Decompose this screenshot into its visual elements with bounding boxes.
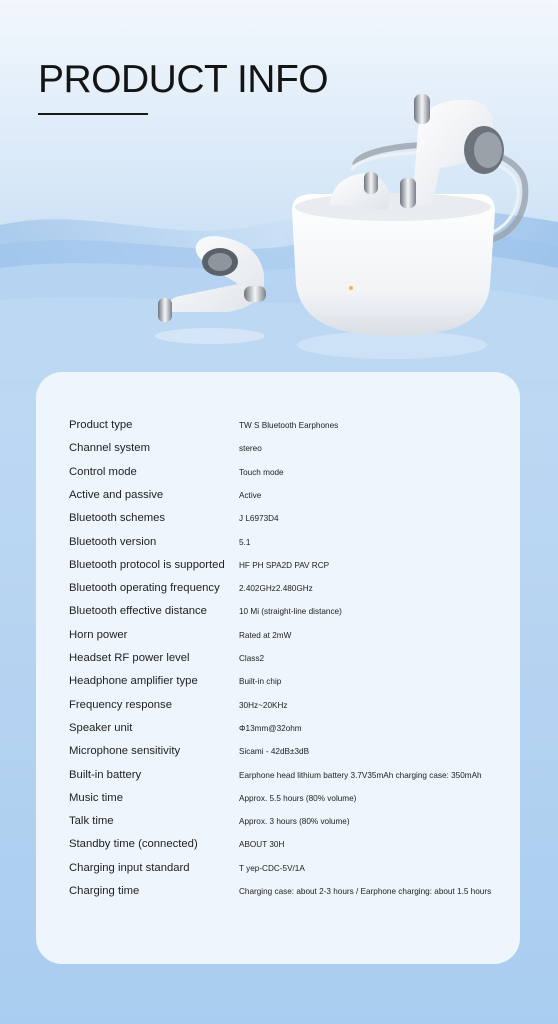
spec-row [36,670,520,693]
spec-label: Headset RF power level [69,652,190,664]
spec-row [36,414,520,437]
hero-banner [0,0,558,380]
spec-value: Active [239,490,262,500]
spec-value: 5.1 [239,537,251,547]
spec-label: Music time [69,791,123,804]
spec-value: 30Hz~20KHz [239,700,288,710]
spec-value: 10 Mi (straight-line distance) [239,607,342,617]
spec-label: Frequency response [69,698,172,711]
spec-row [36,857,520,880]
spec-label: Bluetooth version [69,535,157,548]
spec-label: Product type [69,419,133,431]
spec-value: ABOUT 30H [239,840,285,850]
spec-row [36,577,520,600]
spec-label: Bluetooth effective distance [69,605,207,618]
spec-label: Bluetooth protocol is supported [69,558,225,571]
spec-value: Touch mode [239,467,284,477]
spec-value: Earphone head lithium battery 3.7V35mAh charging case: 350mAh [239,770,482,780]
spec-label: Bluetooth operating frequency [69,582,220,595]
spec-value: Built-in chip [239,677,282,687]
spec-value: Class2 [239,654,265,663]
spec-row [36,833,520,856]
spec-value: J L6973D4 [239,514,279,524]
spec-label: Charging time [69,885,140,897]
spec-value: T yep-CDC-5V/1A [239,863,305,873]
spec-value: Rated at 2mW [239,630,292,640]
spec-row [36,554,520,577]
spec-row [36,880,520,903]
spec-label: Talk time [69,815,114,828]
spec-row [36,810,520,833]
spec-value: Charging case: about 2-3 hours / Earphone charging: about 1.5 hours [239,887,492,896]
spec-label: Charging input standard [69,861,190,874]
spec-row [36,740,520,763]
spec-row [36,624,520,647]
spec-label: Bluetooth schemes [69,512,166,525]
spec-value: stereo [239,444,262,454]
spec-row [36,764,520,787]
spec-row [36,600,520,623]
spec-row [36,647,520,670]
spec-label: Speaker unit [69,721,133,734]
page-title: PRODUCT INFO [38,58,329,101]
spec-label: Headphone amplifier type [69,675,198,688]
spec-value: Φ13mm@32ohm [239,723,302,733]
spec-label: Built-in battery [69,768,142,781]
product-photo [0,0,558,380]
spec-row [36,461,520,484]
spec-row [36,531,520,554]
spec-value: Approx. 5.5 hours (80% volume) [239,793,357,803]
spec-row [36,717,520,740]
title-underline [38,113,148,115]
spec-row [36,507,520,530]
spec-value: TW S Bluetooth Earphones [239,421,339,430]
spec-value: HF PH SPA2D PAV RCP [239,560,330,570]
spec-label: Microphone sensitivity [69,745,181,758]
spec-row [36,787,520,810]
spec-row [36,437,520,460]
spec-label: Control mode [69,465,137,478]
spec-card [36,372,520,964]
spec-value: Approx. 3 hours (80% volume) [239,817,350,827]
spec-row [36,694,520,717]
spec-label: Active and passive [69,488,164,501]
spec-value: Sicami - 42dB±3dB [239,747,310,757]
spec-label: Channel system [69,442,150,455]
spec-value: 2.402GHz2.480GHz [239,584,313,594]
spec-row [36,484,520,507]
spec-label: Standby time (connected) [69,838,198,851]
spec-label: Horn power [69,628,128,641]
